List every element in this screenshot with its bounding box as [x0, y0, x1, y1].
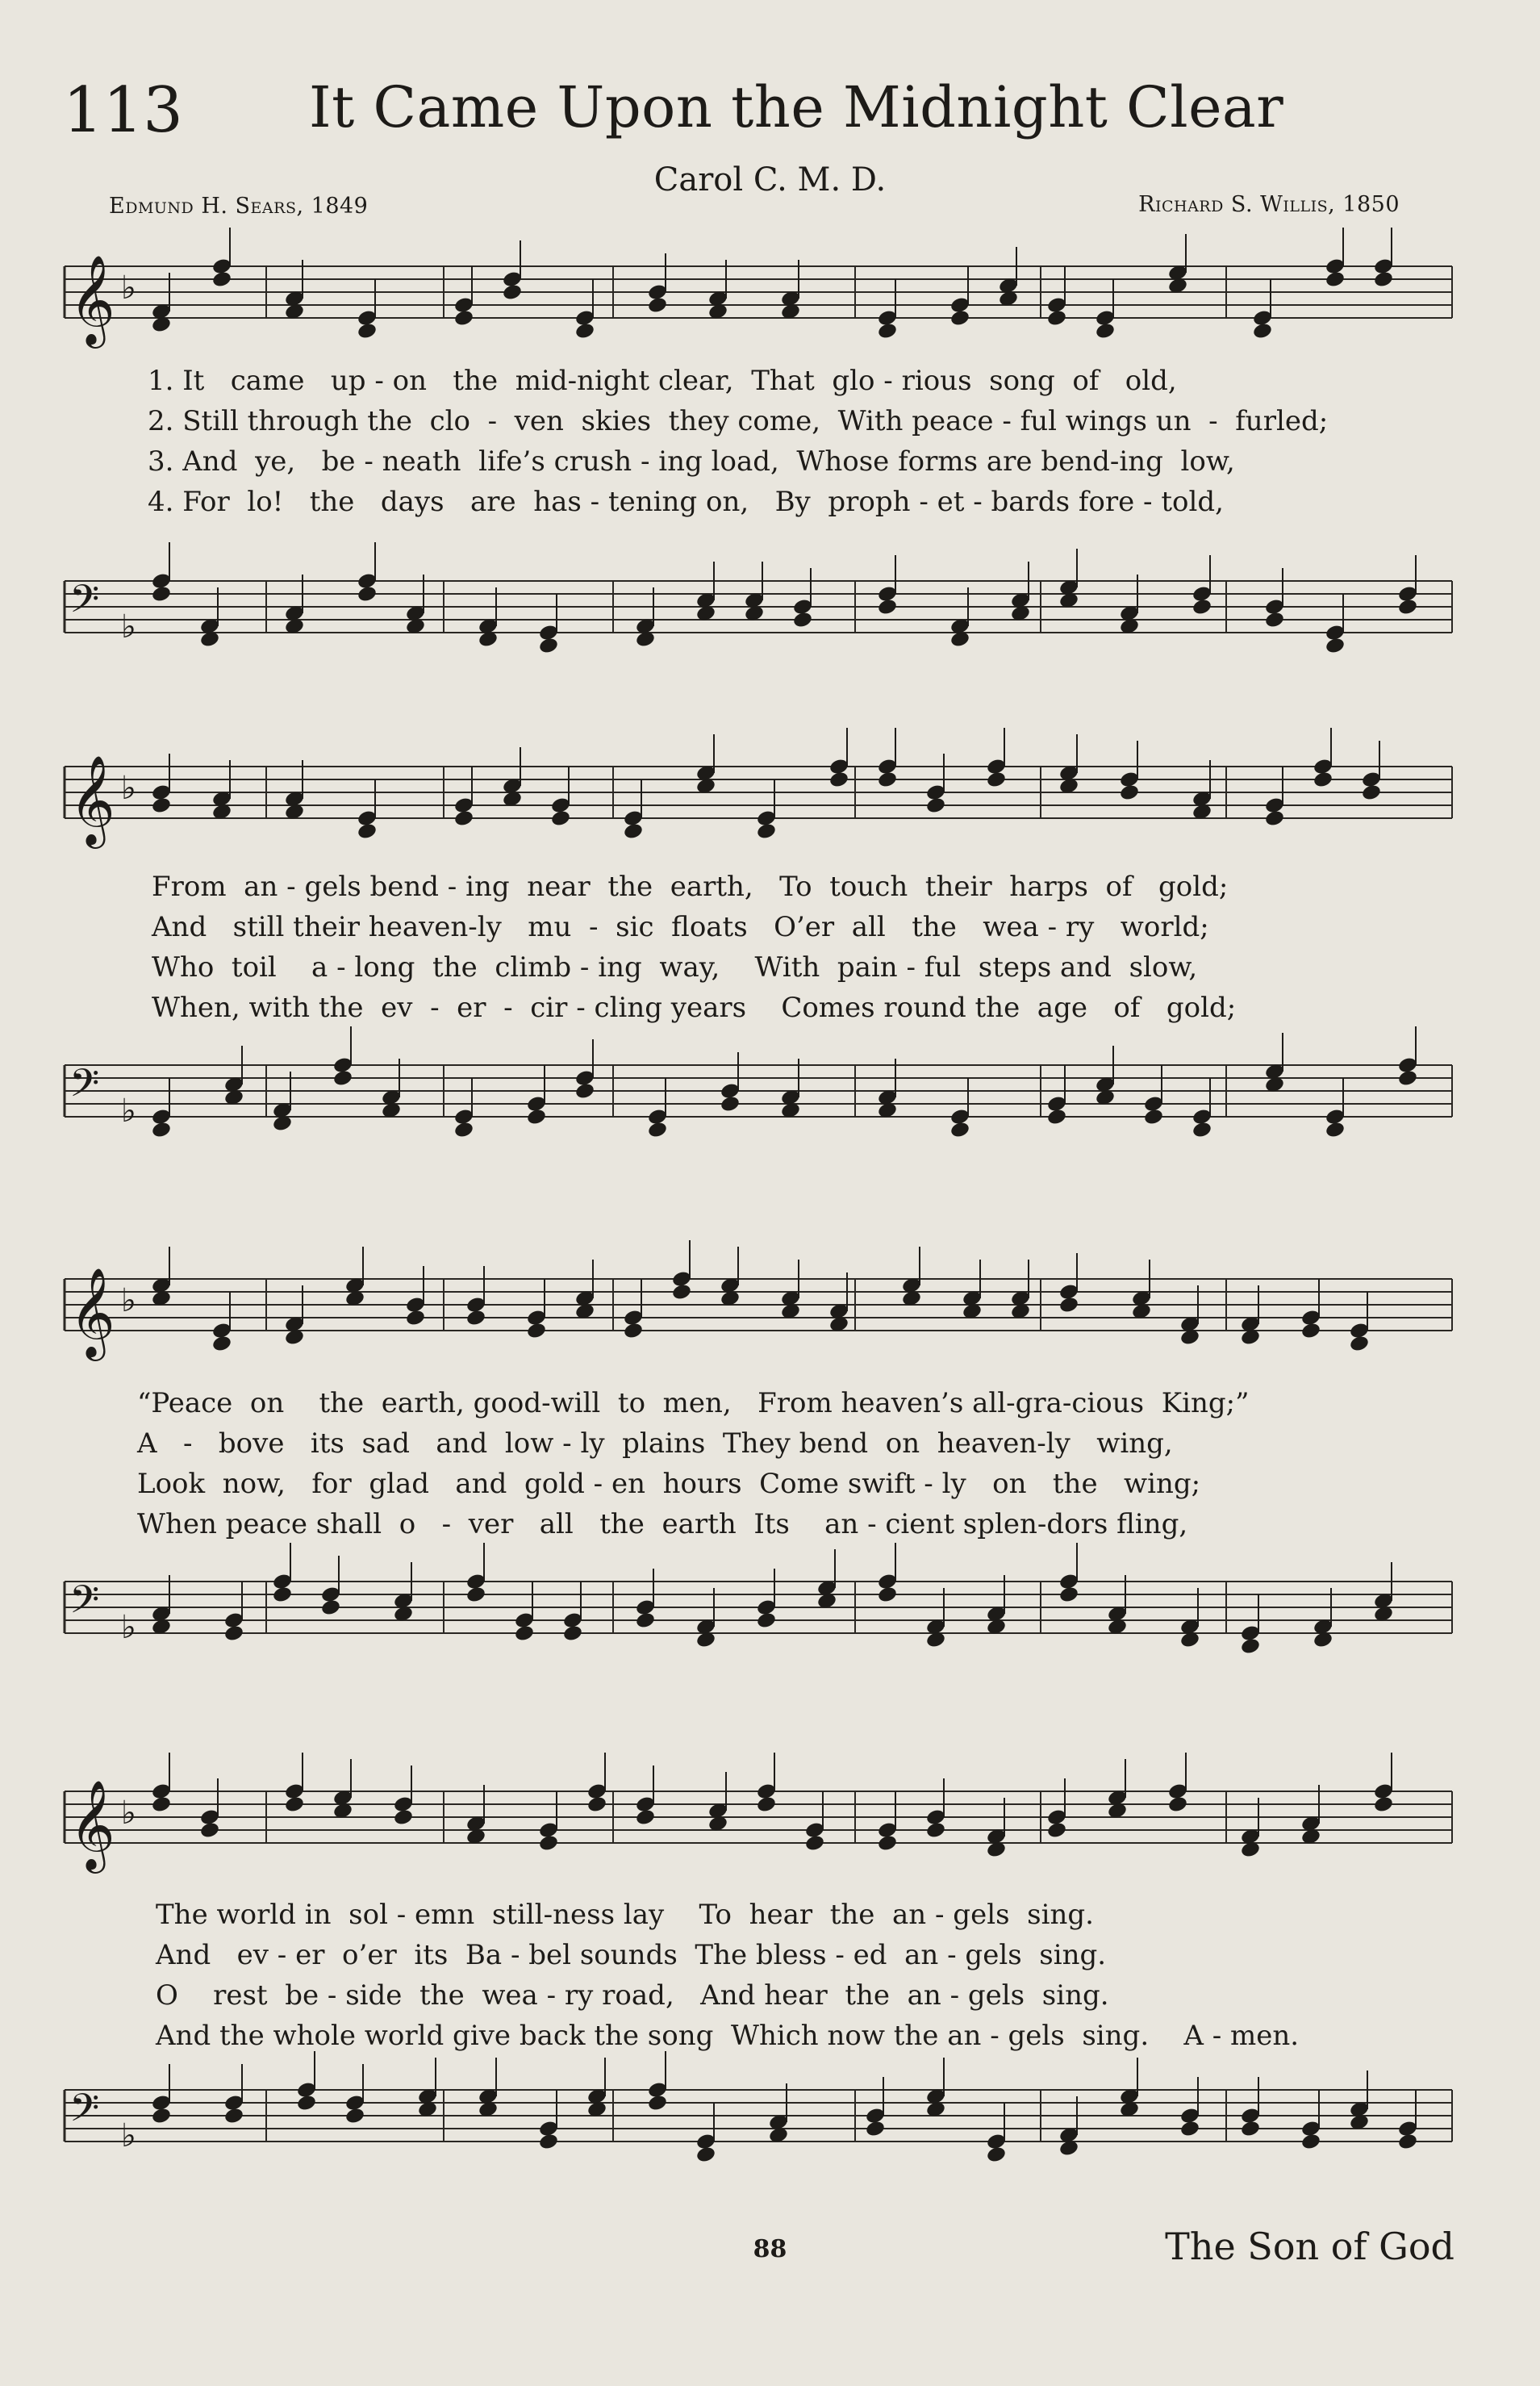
lyric-verse-1: From an - gels bend - ing near the earth, To touch their harps of gold;	[152, 871, 1229, 903]
section-name: The Son of God	[1165, 2225, 1454, 2268]
bass-staff-2	[0, 1041, 1540, 1162]
lyric-verse-1: 1. It came up - on the mid-night clear, That glo - rious song of old,	[148, 365, 1177, 397]
svg-text:♭: ♭	[121, 770, 136, 807]
treble-staff-3	[0, 1255, 1540, 1368]
lyric-verse-2: 2. Still through the clo - ven skies they come, With peace - ful wings un - furled;	[148, 405, 1329, 437]
bass-staff-3	[0, 1557, 1540, 1678]
lyric-verse-1: The world in sol - emn still-ness lay To hear the an - gels sing.	[156, 1899, 1094, 1931]
svg-text:𝄞: 𝄞	[69, 1779, 115, 1870]
lyric-verse-3: Who toil a - long the climb - ing way, With pain - ful steps and slow,	[152, 951, 1198, 984]
treble-staff-4	[0, 1767, 1540, 1880]
composer-credit: Richard S. Willis, 1850	[1138, 192, 1400, 217]
svg-text:♭: ♭	[121, 608, 136, 646]
svg-text:𝄞: 𝄞	[69, 754, 115, 845]
hymn-title: It Came Upon the Midnight Clear	[309, 74, 1284, 140]
lyric-verse-2: A - bove its sad and low - ly plains They bend on heaven-ly wing,	[137, 1427, 1173, 1460]
svg-text:♭: ♭	[121, 1609, 136, 1646]
lyric-verse-4: And the whole world give back the song Which now the an - gels sing. A - men.	[156, 2020, 1300, 2052]
lyric-verse-3: 3. And ye, be - neath life’s crush - ing load, Whose forms are bend-ing low,	[148, 445, 1235, 478]
author-credit: Edmund H. Sears, 1849	[109, 194, 369, 219]
lyric-verse-3: O rest be - side the wea - ry road, And hear the an - gels sing.	[156, 1979, 1109, 2012]
treble-staff-1	[0, 242, 1540, 355]
lyric-verse-3: Look now, for glad and gold - en hours Come swift - ly on the wing;	[137, 1468, 1201, 1500]
svg-text:𝄞: 𝄞	[69, 1267, 115, 1357]
bass-staff-1	[0, 557, 1540, 678]
lyric-verse-4: 4. For lo! the days are has - tening on, By proph - et - bards fore - told,	[148, 486, 1224, 518]
svg-text:♭: ♭	[121, 1093, 136, 1130]
lyric-verse-4: When, with the ev - er - cir - cling years Comes round the age of gold;	[152, 992, 1237, 1024]
tune-name: Carol C. M. D.	[653, 161, 887, 198]
hymn-number: 113	[63, 74, 183, 147]
svg-text:𝄢: 𝄢	[69, 1060, 100, 1115]
svg-text:♭: ♭	[121, 1282, 136, 1319]
lyric-verse-2: And ev - er o’er its Ba - bel sounds The bless - ed an - gels sing.	[156, 1939, 1107, 1971]
svg-text:𝄢: 𝄢	[69, 2085, 100, 2140]
lyric-verse-1: “Peace on the earth, good-will to men, From heaven’s all-gra-cious King;”	[137, 1387, 1250, 1419]
bass-staff-4	[0, 2066, 1540, 2187]
page-number: 88	[753, 2235, 787, 2263]
svg-text:𝄢: 𝄢	[69, 1577, 100, 1632]
svg-text:♭: ♭	[121, 2117, 136, 2154]
lyric-verse-4: When peace shall o - ver all the earth Its an - cient splen-dors fling,	[137, 1508, 1188, 1540]
svg-text:♭: ♭	[121, 1795, 136, 1832]
treble-staff-2	[0, 742, 1540, 855]
svg-text:♭: ♭	[121, 270, 136, 307]
lyric-verse-2: And still their heaven-ly mu - sic floats O’er all the wea - ry world;	[152, 911, 1209, 943]
svg-text:𝄢: 𝄢	[69, 576, 100, 631]
svg-text:𝄞: 𝄞	[69, 254, 115, 345]
